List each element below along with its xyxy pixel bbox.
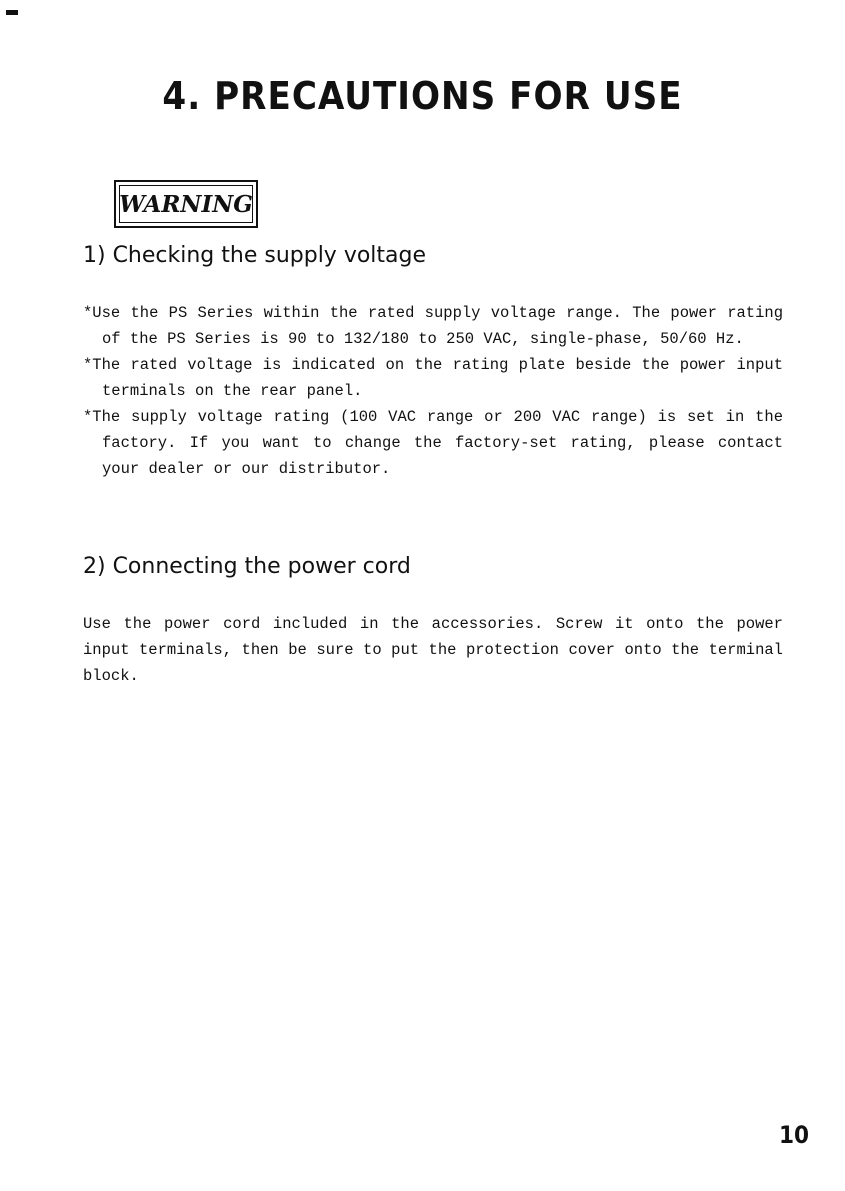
- warning-label-inner-frame: [119, 185, 253, 223]
- page-number: 10: [778, 1121, 809, 1149]
- section-heading-supply-voltage: 1) Checking the supply voltage: [83, 243, 427, 268]
- paragraph-rated-range: *Use the PS Series within the rated supply voltage range. The power rating of the PS Series is 90 to 132/180 to 250 VAC, single-phase, 50/60 Hz.: [83, 304, 783, 348]
- warning-label: WARNING: [119, 190, 253, 218]
- section-body-supply-voltage: [83, 300, 783, 482]
- paragraph-rating-plate: *The rated voltage is indicated on the rating plate beside the power input terminals on the rear panel.: [83, 356, 783, 400]
- section-heading-power-cord: 2) Connecting the power cord: [83, 554, 411, 579]
- section-body-power-cord: [83, 611, 783, 689]
- scan-edge-mark: [6, 10, 18, 15]
- paragraph-factory-setting: *The supply voltage rating (100 VAC range or 200 VAC range) is set in the factory. If you want to change the factory-set rating, please contact your dealer or our distributor.: [83, 408, 783, 478]
- page-title: 4. PRECAUTIONS FOR USE: [162, 74, 683, 118]
- paragraph-power-cord: Use the power cord included in the accessories. Screw it onto the power input terminals, then be sure to put the protection cover onto the terminal block.: [83, 615, 783, 685]
- warning-label-box: [114, 180, 258, 228]
